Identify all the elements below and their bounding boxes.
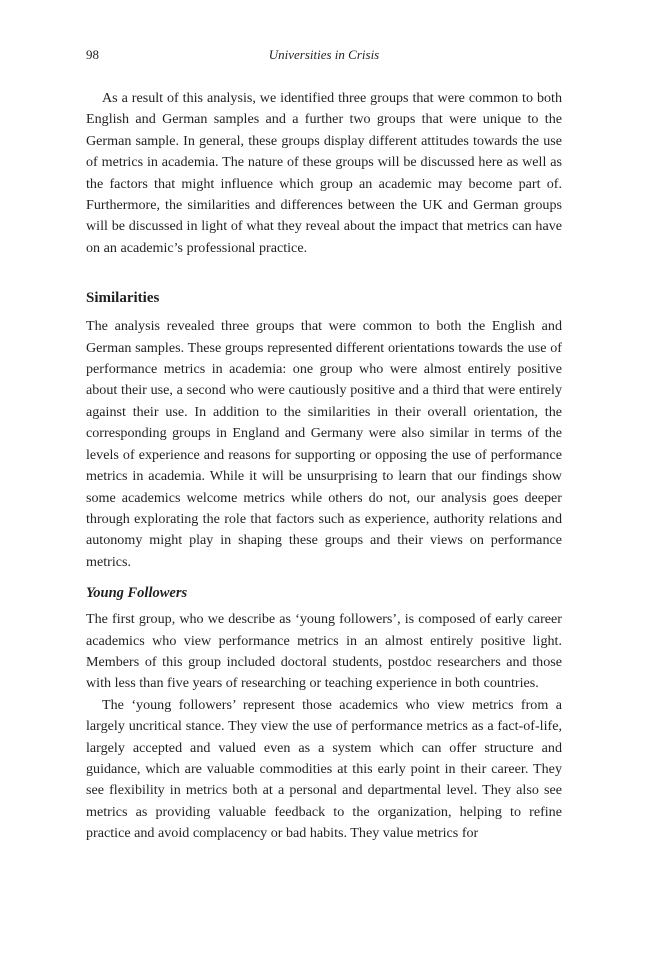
subsection-heading-young-followers: Young Followers — [86, 585, 188, 602]
young-followers-paragraph-1: The first group, who we describe as ‘young followers’, is composed of early career academics who view performance metrics in an almost entirely positive light. Members of this group included doctoral students, postdoc researchers and those with less than five years of researching or teaching experience in both countries. — [86, 611, 562, 692]
page-number: 98 — [86, 47, 99, 62]
similarities-paragraph: The analysis revealed three groups that were common to both the English and German samples. These groups represented different orientations towards the use of performance metrics in academia: one group who were almost entirely positive about their use, a second who were cautiously positive and a third that were entirely against their use. In addition to the similarities in their overall orientation, the corresponding groups in England and Germany were also similar in terms of the levels of experience and reasons for supporting or opposing the use of performance metrics in academia. While it will be unsurprising to learn that our findings show some academics welcome metrics while others do not, our analysis goes deeper through explorating the role that factors such as experience, authority relations and autonomy might play in shaping these groups and their views on performance metrics. — [86, 318, 562, 570]
intro-paragraph: As a result of this analysis, we identified three groups that were common to both English and German samples and a further two groups that were unique to the German sample. In general, these groups display different attitudes towards the use of metrics in academia. The nature of these groups will be discussed here as well as the factors that might influence which group an academic may become part of. Furthermore, the similarities and differences between the UK and German groups will be discussed in light of what they reveal about the impact that metrics can have on an academic’s professional practice. — [86, 90, 562, 256]
running-title: Universities in Crisis — [268, 47, 380, 62]
young-followers-paragraph-2: The ‘young followers’ represent those academics who view metrics from a largely uncritical stance. They view the use of performance metrics as a fact-of-life, largely accepted and valued even as a system which can offer structure and guidance, which are valuable commodities at this early point in their career. They see flexibility in metrics both at a personal and departmental level. They also see metrics as providing valuable feedback to the organization, helping to refine practice and avoid complacency or bad habits. They value metrics for — [86, 696, 562, 842]
body-text — [86, 88, 562, 845]
book-page — [86, 44, 562, 845]
running-head — [86, 44, 562, 66]
section-heading-similarities: Similarities — [86, 290, 160, 307]
